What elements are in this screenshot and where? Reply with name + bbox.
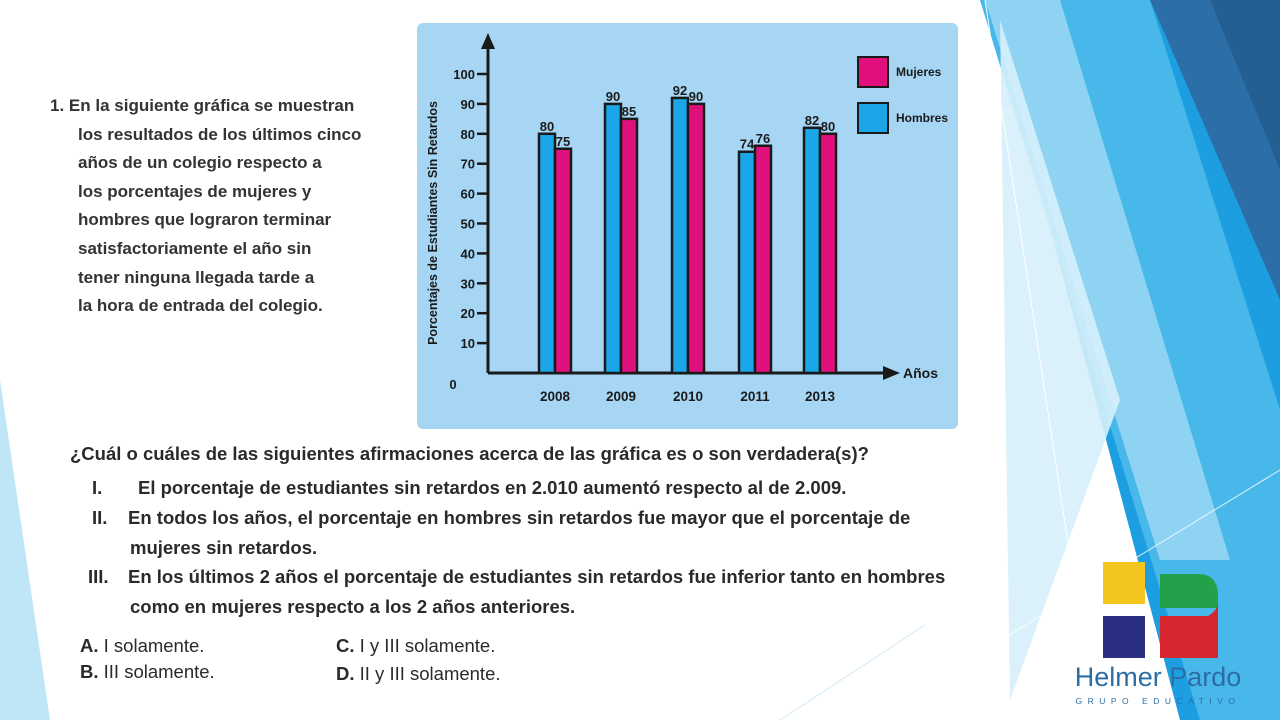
bar-hombres — [605, 104, 621, 373]
statement-text: En los últimos 2 años el porcentaje de estudiantes sin retardos fue inferior tanto en hombres — [128, 566, 946, 587]
y-tick-label: 20 — [460, 306, 475, 322]
data-label-mujeres: 85 — [621, 103, 637, 119]
helmer-pardo-logo — [1058, 562, 1258, 712]
bar-hombres — [672, 98, 688, 373]
x-tick-label: 2013 — [804, 389, 836, 404]
statement-2 — [92, 507, 910, 529]
statement-text: En todos los años, el porcentaje en hombres sin retardos fue mayor que el porcentaje de — [128, 507, 911, 528]
statement-1 — [92, 477, 846, 499]
x-tick-label: 2011 — [740, 389, 770, 404]
problem-line-text: En la siguiente gráfica se muestran — [68, 96, 355, 115]
logo-name: Helmer Pardo — [1074, 662, 1242, 692]
y-tick-label: 80 — [460, 126, 475, 142]
problem-line: satisfactoriamente el año sin — [78, 238, 312, 258]
data-label-mujeres: 76 — [755, 130, 771, 146]
option-text: II y III solamente. — [359, 663, 501, 684]
y-tick-label: 0 — [449, 377, 457, 392]
data-label-hombres: 82 — [804, 112, 820, 128]
legend-swatch-mujeres — [858, 57, 888, 87]
problem-line: tener ninguna llegada tarde a — [78, 267, 315, 287]
data-label-hombres: 90 — [605, 88, 621, 104]
option-text: I y III solamente. — [359, 635, 496, 656]
problem-line: hombres que lograron terminar — [78, 210, 332, 230]
legend-label-mujeres: Mujeres — [896, 65, 942, 79]
statement-number: II. — [92, 507, 108, 528]
x-tick-label: 2009 — [605, 389, 637, 404]
option-a[interactable] — [80, 635, 204, 657]
x-tick-label: 2010 — [672, 389, 704, 404]
problem-line: la hora de entrada del colegio. — [78, 296, 323, 316]
option-text: III solamente. — [103, 661, 215, 682]
bar-mujeres — [755, 146, 771, 373]
option-letter: C. — [336, 635, 355, 656]
option-letter: A. — [80, 635, 99, 656]
option-letter: D. — [336, 663, 355, 684]
legend-swatch-hombres — [858, 103, 888, 133]
option-d[interactable] — [336, 663, 501, 685]
logo-tagline: GRUPO EDUCATIVO — [1075, 696, 1241, 706]
bar-hombres — [739, 152, 755, 373]
legend-label-hombres: Hombres — [896, 111, 949, 125]
bar-hombres — [539, 134, 555, 373]
y-tick-label: 50 — [460, 216, 475, 232]
data-label-hombres: 80 — [539, 118, 555, 134]
problem-line: los resultados de los últimos cinco — [78, 124, 362, 144]
data-label-mujeres: 75 — [555, 133, 571, 149]
y-tick-label: 90 — [460, 96, 475, 112]
y-tick-label: 40 — [460, 246, 475, 262]
logo-square — [1103, 562, 1145, 604]
problem-line — [50, 92, 420, 121]
statement-number: I. — [92, 477, 103, 498]
statement-3 — [88, 566, 945, 588]
y-axis-label: Porcentajes de Estudiantes Sin Retardos — [426, 101, 440, 345]
problem-number: 1. — [50, 96, 65, 115]
data-label-mujeres: 80 — [820, 118, 836, 134]
data-label-hombres: 74 — [739, 136, 755, 152]
problem-statement — [50, 92, 420, 321]
statement-text: El porcentaje de estudiantes sin retardos en 2.010 aumentó respecto al de 2.009. — [138, 477, 847, 498]
bar-mujeres — [688, 104, 704, 373]
option-c[interactable] — [336, 635, 495, 657]
y-tick-label: 10 — [460, 336, 475, 352]
bar-hombres — [804, 128, 820, 373]
option-text: I solamente. — [103, 635, 205, 656]
bar-chart — [417, 23, 958, 429]
bar-mujeres — [820, 134, 836, 373]
option-b[interactable] — [80, 661, 215, 683]
option-letter: B. — [80, 661, 99, 682]
bar-mujeres — [621, 119, 637, 373]
question-text: ¿Cuál o cuáles de las siguientes afirmaciones acerca de las gráfica es o son verdadera(s)? — [70, 443, 869, 464]
bar-mujeres — [555, 149, 571, 373]
logo-square — [1160, 574, 1218, 608]
statement-continuation: como en mujeres respecto a los 2 años anteriores. — [130, 596, 576, 617]
data-label-mujeres: 90 — [688, 88, 704, 104]
y-tick-label: 100 — [453, 67, 475, 82]
statement-number: III. — [88, 566, 109, 587]
y-tick-label: 60 — [460, 186, 475, 202]
y-tick-label: 30 — [460, 276, 475, 292]
logo-square — [1103, 616, 1145, 658]
data-label-hombres: 92 — [672, 82, 688, 98]
logo-square — [1160, 602, 1218, 658]
x-tick-label: 2008 — [539, 389, 571, 404]
statement-continuation: mujeres sin retardos. — [130, 537, 318, 558]
problem-line: los porcentajes de mujeres y — [78, 181, 312, 201]
y-tick-label: 70 — [460, 156, 475, 172]
problem-line: años de un colegio respecto a — [78, 153, 322, 173]
x-axis-label: Años — [903, 365, 938, 381]
